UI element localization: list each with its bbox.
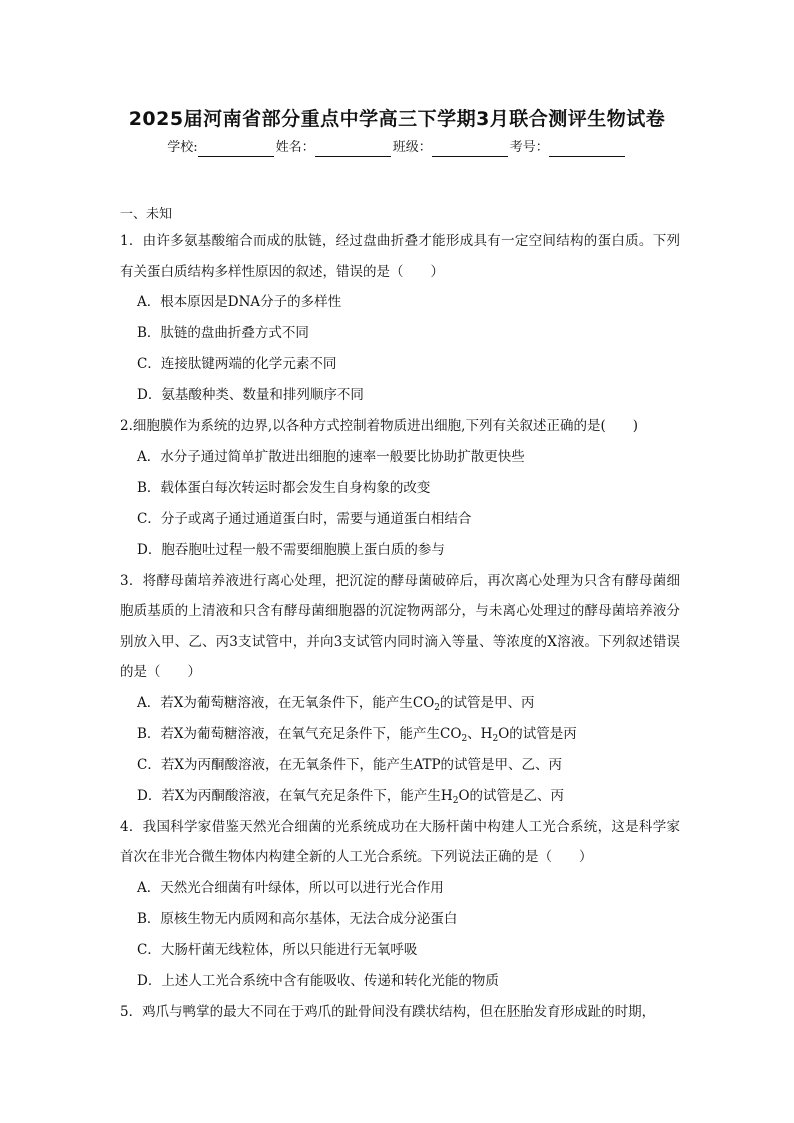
questions-list: [120, 226, 680, 1027]
option-d: D．上述人工光合系统中含有能吸收、传递和转化光能的物质: [137, 972, 499, 989]
school-blank[interactable]: [198, 141, 274, 157]
exam-number-label: 考号：: [509, 140, 549, 155]
question-4: [120, 812, 680, 997]
question-stem: 2.细胞膜作为系统的边界,以各种方式控制着物质进出细胞,下列有关叙述正确的是( ): [120, 418, 638, 434]
class-label: 班级：: [392, 140, 432, 155]
option-text: O的试管是乙、丙: [458, 787, 565, 804]
class-blank[interactable]: [432, 141, 508, 157]
exam-number-field: [510, 139, 627, 157]
option-a: A．天然光合细菌有叶绿体，所以可以进行光合作用: [137, 879, 444, 896]
question-stem: 3．将酵母菌培养液进行离心处理，把沉淀的酵母菌破碎后，再次离心处理为只含有酵母菌细胞质基质的上清液和只含有酵母菌细胞器的沉淀物两部分，与未离心处理过的酵母菌培养液分别放入甲、乙、丙3支试管中，并向3支试管内同时滴入等量、等浓度的X溶液。下列叙述错误的是（ ）: [120, 572, 680, 680]
school-label: 学校:: [167, 140, 198, 155]
option-text: D．若X为丙酮酸溶液，在氧气充足条件下，能产生H: [137, 787, 453, 804]
option-text: B．若X为葡萄糖溶液，在氧气充足条件下，能产生CO: [137, 725, 462, 742]
option-c: C．大肠杆菌无线粒体，所以只能进行无氧呼吸: [137, 941, 418, 958]
question-5: [120, 997, 680, 1028]
name-field: [276, 139, 393, 157]
option-text: 的试管是甲、丙: [440, 694, 535, 711]
question-1: [120, 226, 680, 411]
school-field: [167, 139, 275, 157]
name-blank[interactable]: [315, 141, 391, 157]
question-stem: 5．鸡爪与鸭掌的最大不同在于鸡爪的趾骨间没有蹼状结构，但在胚胎发育形成趾的时期，: [120, 1003, 656, 1020]
option-d: D．胞吞胞吐过程一般不需要细胞膜上蛋白质的参与: [137, 541, 445, 558]
exam-title: 2025届河南省部分重点中学高三下学期3月联合测评生物试卷: [128, 108, 666, 130]
subscript: 2: [461, 733, 468, 744]
option-d: D．氨基酸种类、数量和排列顺序不同: [137, 387, 364, 403]
option-a: A．根本原因是DNA分子的多样性: [137, 294, 342, 310]
option-text: 、H: [467, 725, 493, 742]
name-label: 姓名：: [275, 140, 315, 155]
option-a: A．水分子通过简单扩散进出细胞的速率一般要比协助扩散更快些: [137, 448, 525, 465]
question-stem: 1．由许多氨基酸缩合而成的肽链，经过盘曲折叠才能形成具有一定空间结构的蛋白质。下列有关蛋白质结构多样性原因的叙述，错误的是（ ）: [120, 233, 680, 280]
option-c: C．连接肽键两端的化学元素不同: [137, 356, 337, 372]
section-heading: 一、未知: [120, 207, 173, 222]
option-a: [120, 688, 680, 719]
option-text: O的试管是丙: [498, 725, 577, 742]
option-b: B．载体蛋白每次转运时都会发生自身构象的改变: [137, 479, 431, 496]
option-b: B．原核生物无内质网和高尔基体，无法合成分泌蛋白: [137, 910, 458, 927]
option-c: C．若X为丙酮酸溶液，在无氧条件下，能产生ATP的试管是甲、乙、丙: [137, 756, 563, 773]
option-c: C．分子或离子通过通道蛋白时，需要与通道蛋白相结合: [137, 510, 472, 527]
question-2: [120, 411, 680, 566]
option-b: [120, 719, 680, 750]
student-info-row: [0, 139, 794, 157]
exam-number-blank[interactable]: [549, 141, 625, 157]
subscript: 2: [452, 795, 459, 806]
option-d: [120, 781, 680, 812]
question-3: [120, 566, 680, 812]
class-field: [393, 139, 510, 157]
question-stem: 4．我国科学家借鉴天然光合细菌的光系统成功在大肠杆菌中构建人工光合系统，这是科学家首次在非光合微生物体内构建全新的人工光合系统。下列说法正确的是（ ）: [120, 818, 680, 865]
subscript: 2: [434, 702, 440, 713]
option-text: A．若X为葡萄糖溶液，在无氧条件下，能产生CO: [137, 694, 435, 711]
option-b: B．肽链的盘曲折叠方式不同: [137, 325, 309, 341]
subscript: 2: [492, 733, 499, 744]
